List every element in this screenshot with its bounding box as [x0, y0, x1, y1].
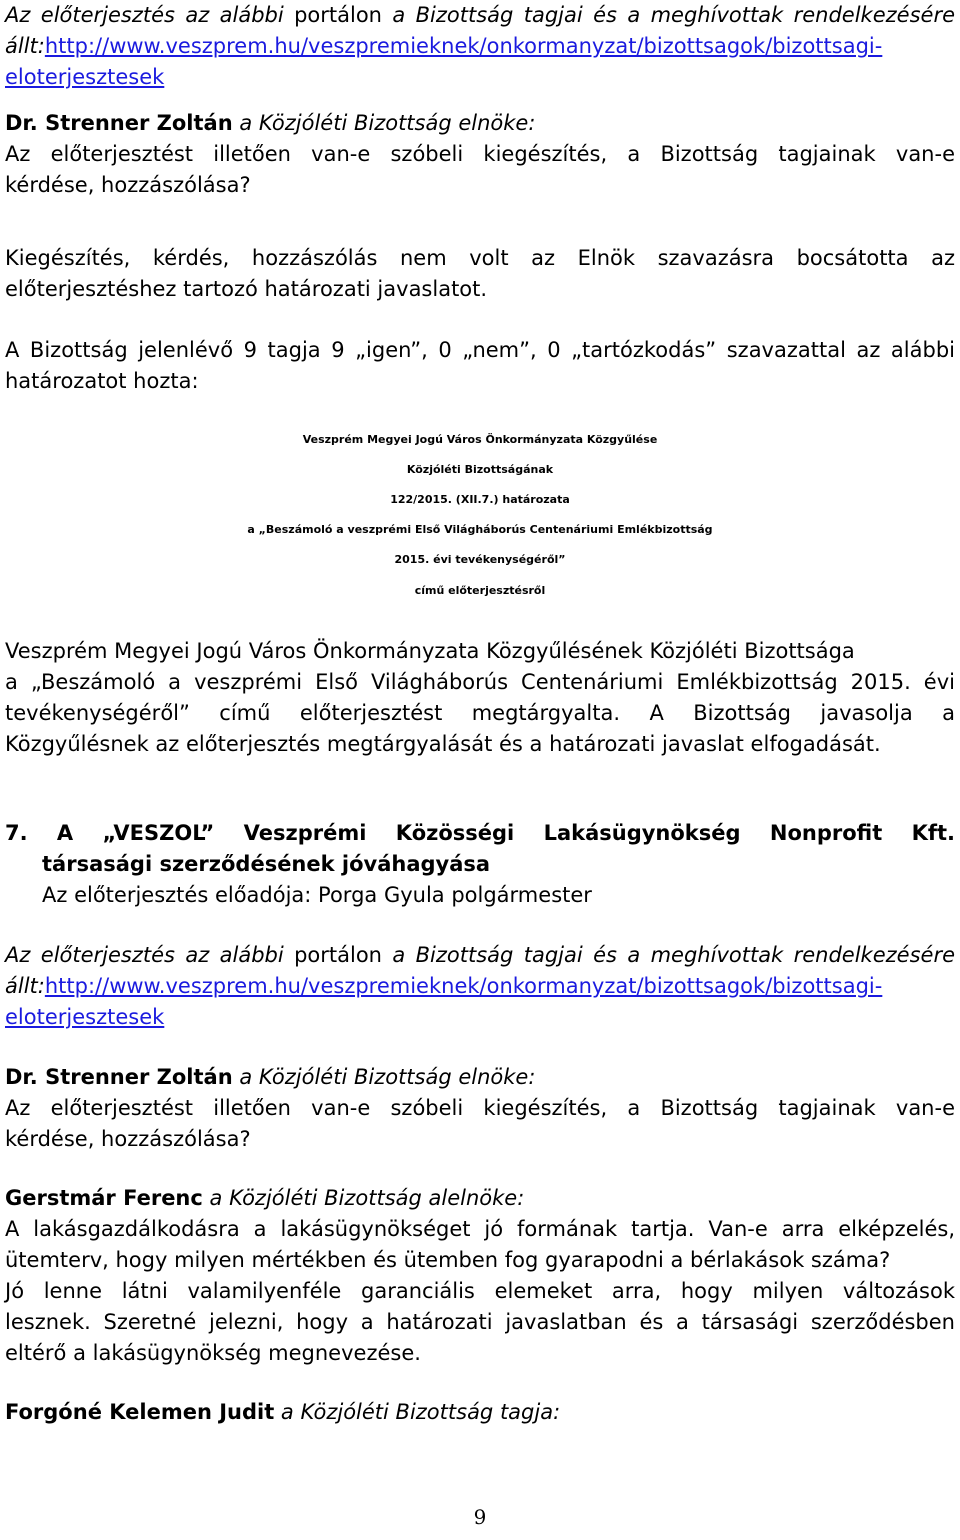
resolution-title-line: Közjóléti Bizottságának [406, 463, 554, 476]
portal-notice-line2: állt:http://www.veszprem.hu/veszpremieknek/onkormanyzat/bizottsagok/bizottsagi- [5, 34, 883, 58]
resolution-body-line: Közgyűlésnek az előterjesztés megtárgyalását és a határozati javaslat elfogadását. [5, 732, 881, 756]
resolution-number: 122/2015. (XII.7.) határozata [390, 493, 570, 506]
portal-link[interactable]: http://www.veszprem.hu/veszpremieknek/onkormanyzat/bizottsagok/bizottsagi- [44, 974, 883, 998]
speaker-text-line: eltérő a lakásügynökség megnevezése. [5, 1341, 421, 1365]
speaker-name: Forgóné Kelemen Judit [5, 1400, 275, 1424]
portal-notice-line1: Az előterjesztés az alábbi portálon a Bizottság tagjai és a meghívottak rendelkezésére [5, 943, 955, 967]
speaker-role: a Közjóléti Bizottság tagja: [274, 1400, 561, 1424]
speaker-name: Dr. Strenner Zoltán [5, 1065, 233, 1089]
speaker-heading [5, 108, 535, 138]
page-number: 9 [473, 1505, 487, 1529]
paragraph-line: Kiegészítés, kérdés, hozzászólás nem volt az Elnök szavazásra bocsátotta az [5, 246, 955, 270]
resolution-body-line: a „Beszámoló a veszprémi Első Világháborús Centenáriumi Emlékbizottság 2015. évi [5, 670, 955, 694]
resolution-title-line: a „Beszámoló a veszprémi Első Világháborús Centenáriumi Emlékbizottság [247, 523, 713, 536]
speaker-text-line: Jó lenne látni valamilyenféle garanciális elemeket arra, hogy milyen változások [5, 1279, 955, 1303]
portal-notice-line3 [5, 62, 164, 92]
speaker-text-line: Az előterjesztést illetően van-e szóbeli kiegészítés, a Bizottság tagjainak van-e [5, 1096, 955, 1120]
speaker-role: a Közjóléti Bizottság elnöke: [232, 1065, 536, 1089]
vote-line: A Bizottság jelenlévő 9 tagja 9 „igen”, 0 „nem”, 0 „tartózkodás” szavazattal az alábbi [5, 338, 955, 362]
speaker-heading [5, 1183, 524, 1213]
speaker-heading [5, 1397, 560, 1427]
speaker-text-line: lesznek. Szeretné jelezni, hogy a határozati javaslatban és a társasági szerződésben [5, 1310, 955, 1334]
resolution-title-line: Veszprém Megyei Jogú Város Önkormányzata Közgyűlése [302, 433, 658, 446]
portal-link-continued[interactable]: eloterjesztesek [5, 65, 165, 89]
portal-notice-line2: állt:http://www.veszprem.hu/veszpremieknek/onkormanyzat/bizottsagok/bizottsagi- [5, 974, 883, 998]
agenda-item-title-cont: társasági szerződésének jóváhagyása [42, 852, 491, 876]
portal-link-continued[interactable]: eloterjesztesek [5, 1005, 165, 1029]
resolution-title-line: 2015. évi tevékenységéről” [394, 553, 566, 566]
vote-line: határozatot hozta: [5, 369, 199, 393]
resolution-body-line: Veszprém Megyei Jogú Város Önkormányzata Közgyűlésének Közjóléti Bizottsága [5, 639, 855, 663]
speaker-heading [5, 1062, 535, 1092]
portal-link[interactable]: http://www.veszprem.hu/veszpremieknek/onkormanyzat/bizottsagok/bizottsagi- [44, 34, 883, 58]
speaker-text-line: ütemterv, hogy milyen mértékben és ütemben fog gyarapodni a bérlakások száma? [5, 1248, 891, 1272]
speaker-role: a Közjóléti Bizottság alelnöke: [202, 1186, 525, 1210]
resolution-body-line: tevékenységéről” című előterjesztést megtárgyalta. A Bizottság javasolja a [5, 701, 955, 725]
portal-notice-line3 [5, 1002, 164, 1032]
agenda-item-title: 7. A „VESZOL” Veszprémi Közösségi Lakásügynökség Nonprofit Kft. [5, 821, 955, 845]
speaker-text-line: kérdése, hozzászólása? [5, 1127, 251, 1151]
speaker-text-line: kérdése, hozzászólása? [5, 173, 251, 197]
speaker-text-line: A lakásgazdálkodásra a lakásügynökséget jó formának tartja. Van-e arra elképzelés, [5, 1217, 955, 1241]
speaker-name: Gerstmár Ferenc [5, 1186, 203, 1210]
resolution-title-line: című előterjesztésről [414, 584, 546, 597]
portal-notice-line1: Az előterjesztés az alábbi portálon a Bizottság tagjai és a meghívottak rendelkezésére [5, 3, 955, 27]
speaker-name: Dr. Strenner Zoltán [5, 111, 233, 135]
speaker-role: a Közjóléti Bizottság elnöke: [232, 111, 536, 135]
agenda-item-presenter: Az előterjesztés előadója: Porga Gyula polgármester [42, 883, 592, 907]
speaker-text-line: Az előterjesztést illetően van-e szóbeli kiegészítés, a Bizottság tagjainak van-e [5, 142, 955, 166]
paragraph-line: előterjesztéshez tartozó határozati javaslatot. [5, 277, 488, 301]
